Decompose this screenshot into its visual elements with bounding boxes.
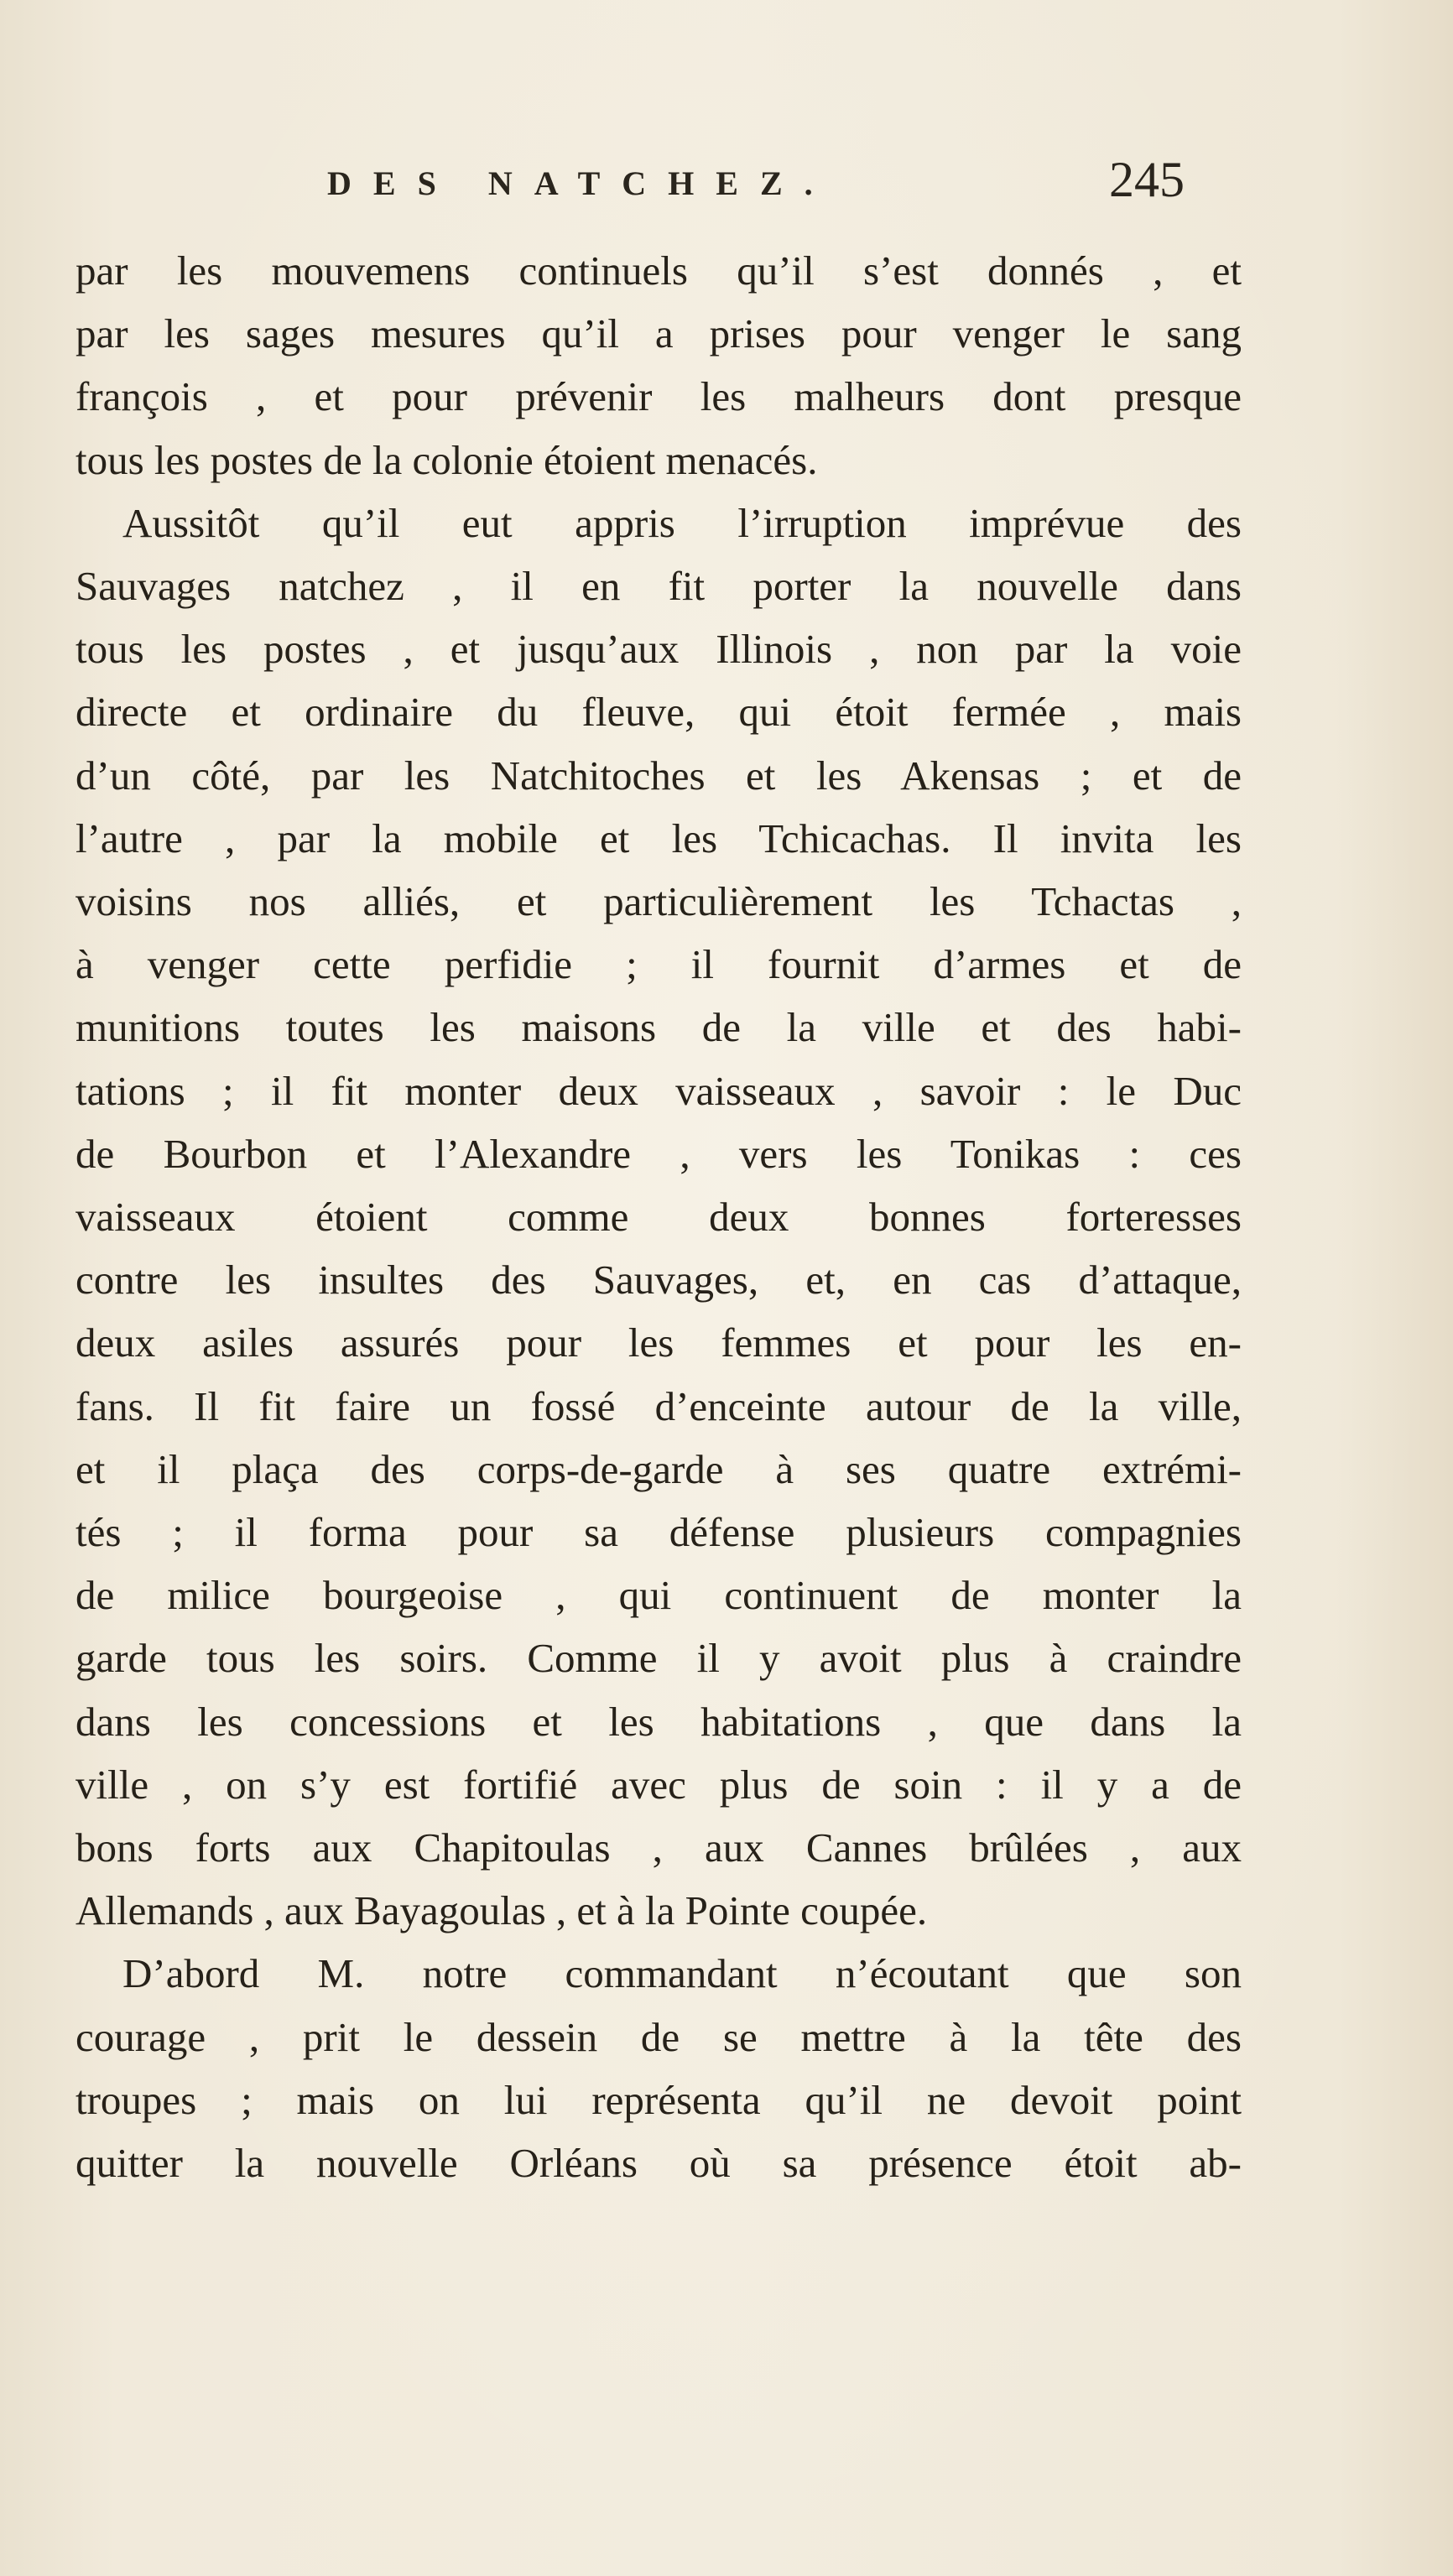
page-number: 245 — [1109, 152, 1185, 207]
text-line: deux asiles assurés pour les femmes et pour les en- — [76, 1319, 1242, 1366]
text-line: de Bourbon et l’Alexandre , vers les Tonikas : ces — [76, 1130, 1242, 1177]
text-line: quitter la nouvelle Orléans où sa présence étoit ab- — [76, 2140, 1242, 2186]
text-line: Aussitôt qu’il eut appris l’irruption imprévue des — [122, 499, 1242, 546]
text-line: troupes ; mais on lui représenta qu’il ne devoit point — [76, 2076, 1242, 2123]
text-line: bons forts aux Chapitoulas , aux Cannes brûlées , aux — [76, 1824, 1242, 1871]
text-line: de milice bourgeoise , qui continuent de monter la — [76, 1572, 1242, 1619]
text-line: D’abord M. notre commandant n’écoutant que son — [122, 1950, 1242, 1997]
text-line: fans. Il fit faire un fossé d’enceinte autour de la ville, — [76, 1382, 1242, 1429]
text-line: vaisseaux étoient comme deux bonnes forteresses — [76, 1194, 1242, 1240]
text-line: par les sages mesures qu’il a prises pour venger le sang — [76, 310, 1242, 357]
text-line: voisins nos alliés, et particulièrement les Tchactas , — [76, 878, 1242, 924]
text-line: par les mouvemens continuels qu’il s’est donnés , et — [76, 247, 1242, 294]
text-line: munitions toutes les maisons de la ville et des habi- — [76, 1004, 1242, 1051]
text-line: et il plaça des corps-de-garde à ses quatre extrémi- — [76, 1445, 1242, 1492]
text-line: tations ; il fit monter deux vaisseaux , savoir : le Duc — [76, 1067, 1242, 1114]
text-line: courage , prit le dessein de se mettre à la tête des — [76, 2013, 1242, 2060]
text-line: directe et ordinaire du fleuve, qui étoit fermée , mais — [76, 689, 1242, 736]
text-line: garde tous les soirs. Comme il y avoit plus à craindre — [76, 1635, 1242, 1682]
text-line: tous les postes de la colonie étoient menacés. — [76, 436, 818, 483]
text-line: à venger cette perfidie ; il fournit d’armes et de — [76, 941, 1242, 988]
running-head: DES NATCHEZ. — [327, 164, 835, 202]
text-line: Allemands , aux Bayagoulas , et à la Pointe coupée. — [76, 1887, 928, 1934]
text-line: tés ; il forma pour sa défense plusieurs compagnies — [76, 1509, 1242, 1555]
text-line: Sauvages natchez , il en fit porter la nouvelle dans — [76, 563, 1242, 609]
text-line: ville , on s’y est fortifié avec plus de soin : il y a de — [76, 1761, 1242, 1808]
text-line: françois , et pour prévenir les malheurs dont presque — [76, 373, 1242, 420]
text-line: l’autre , par la mobile et les Tchicachas. Il invita les — [76, 814, 1242, 861]
text-line: tous les postes , et jusqu’aux Illinois , non par la voie — [76, 626, 1242, 673]
text-line: dans les concessions et les habitations , que dans la — [76, 1698, 1242, 1745]
text-line: contre les insultes des Sauvages, et, en cas d’attaque, — [76, 1257, 1242, 1304]
text-line: d’un côté, par les Natchitoches et les Akensas ; et de — [76, 752, 1242, 799]
